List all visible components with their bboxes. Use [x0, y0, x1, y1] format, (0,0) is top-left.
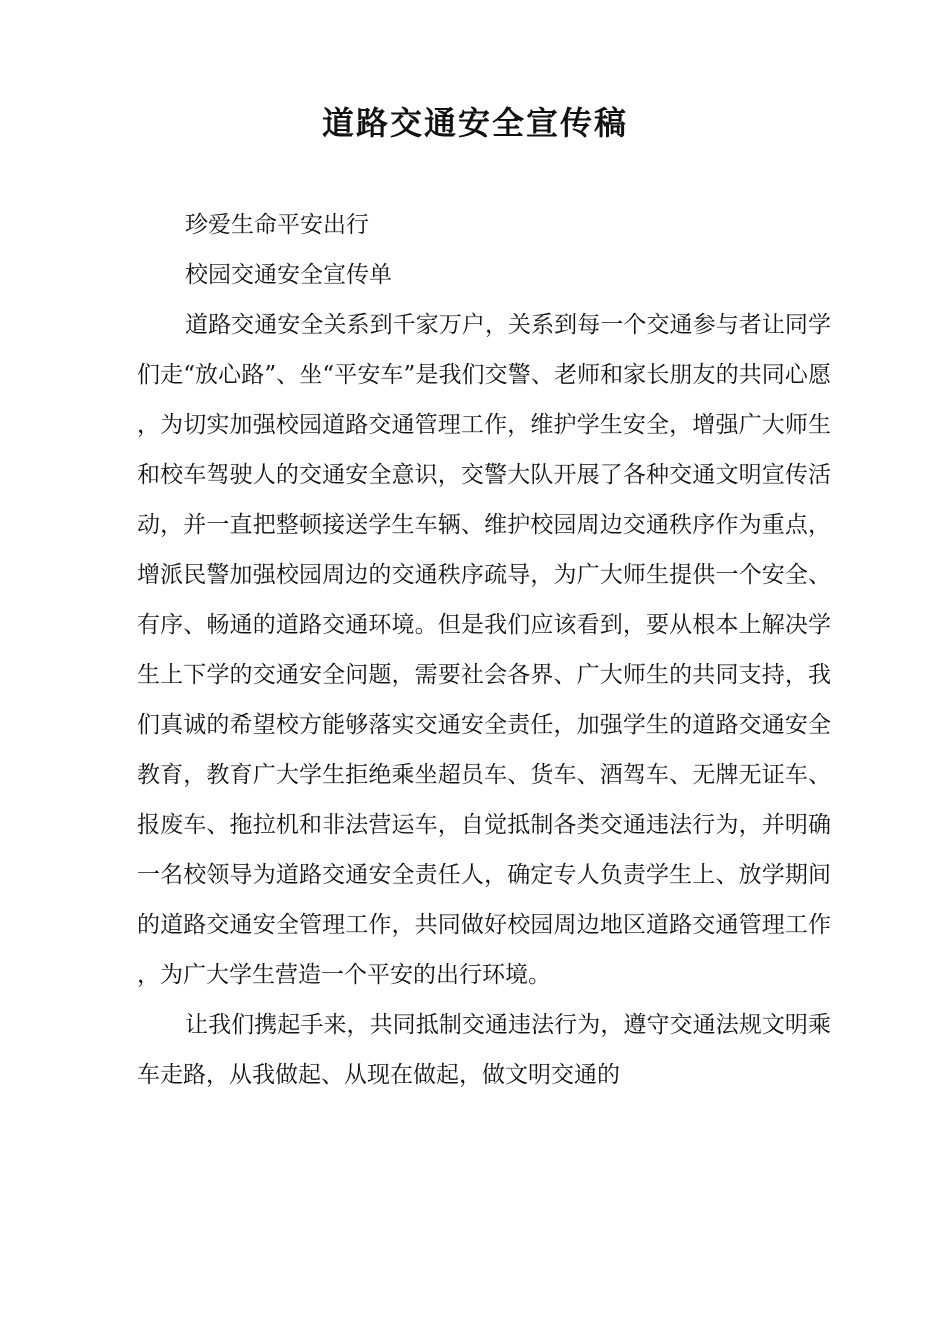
subtitle-line: 珍爱生命平安出行	[185, 212, 369, 238]
body-paragraph: 让我们携起手来，共同抵制交通违法行为，遵守交通法规文明乘车走路，从我做起、从现在做起，做文明交通的	[137, 1012, 831, 1088]
subtitle-line: 校园交通安全宣传单	[185, 262, 392, 288]
document-body	[137, 200, 831, 1100]
body-paragraph: 道路交通安全关系到千家万户，关系到每一个交通参与者让同学们走“放心路”、坐“平安车”是我们交警、老师和家长朋友的共同心愿，为切实加强校园道路交通管理工作，维护学生安全，增强广大师生和校车驾驶人的交通安全意识，交警大队开展了各种交通文明宣传活动，并一直把整顿接送学生车辆、维护校园周边交通秩序作为重点，增派民警加强校园周边的交通秩序疏导，为广大师生提供一个安全、有序、畅通的道路交通环境。但是我们应该看到，要从根本上解决学生上下学的交通安全问题，需要社会各界、广大师生的共同支持，我们真诚的希望校方能够落实交通安全责任，加强学生的道路交通安全教育，教育广大学生拒绝乘坐超员车、货车、酒驾车、无牌无证车、报废车、拖拉机和非法营运车，自觉抵制各类交通违法行为，并明确一名校领导为道路交通安全责任人，确定专人负责学生上、放学期间的道路交通安全管理工作，共同做好校园周边地区道路交通管理工作，为广大学生营造一个平安的出行环境。	[137, 312, 831, 988]
document-title: 道路交通安全宣传稿	[321, 104, 628, 142]
